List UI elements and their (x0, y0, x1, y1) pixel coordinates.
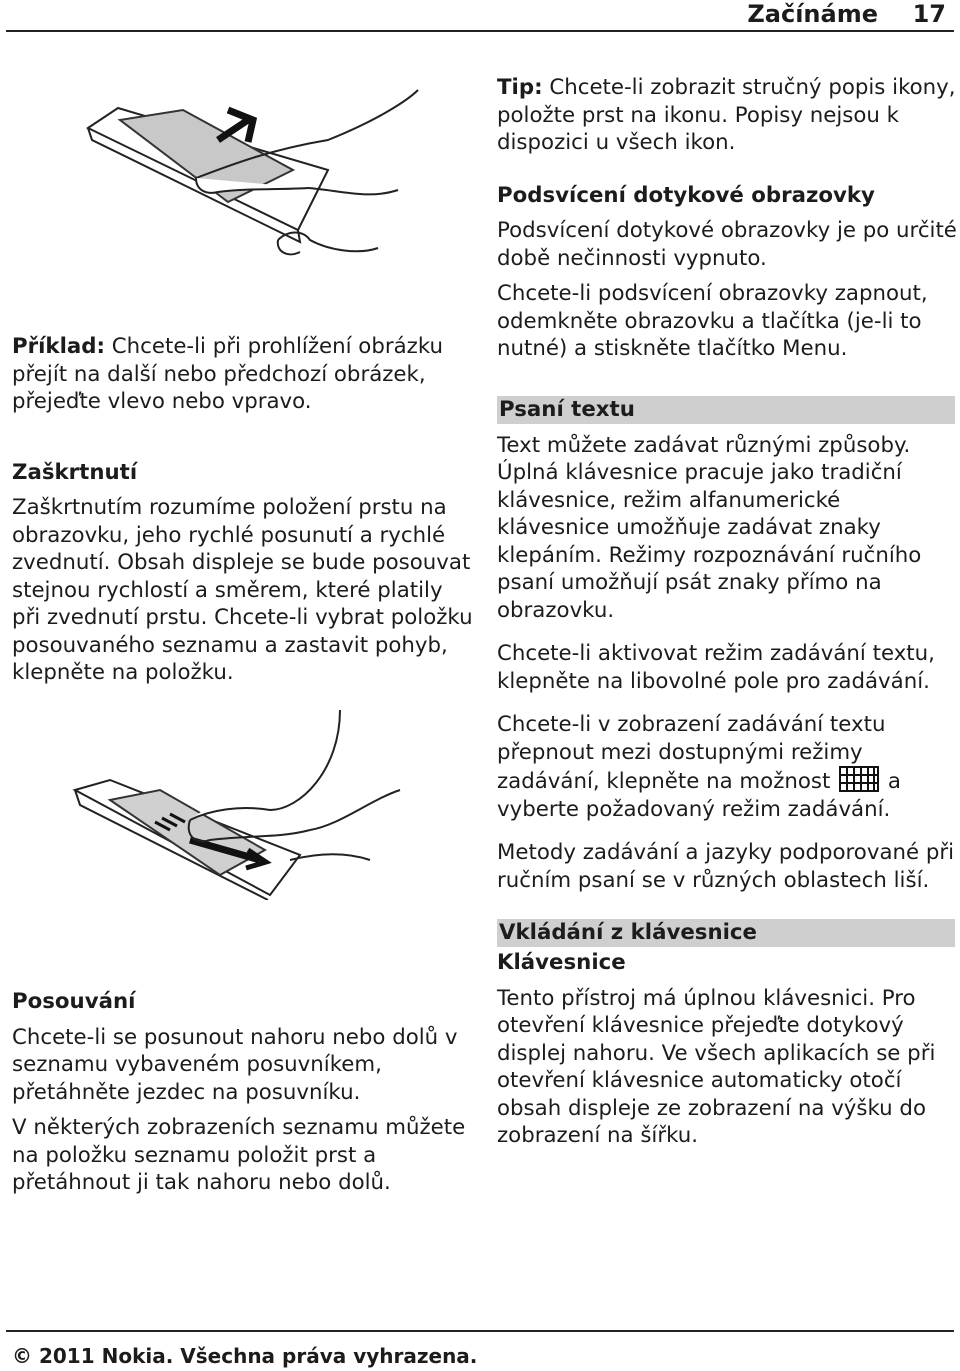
tip-label: Tip: (497, 75, 543, 100)
backlight-heading: Podsvícení dotykové obrazovky (497, 182, 875, 208)
tip-paragraph (497, 74, 957, 157)
chapter-title: Začínáme (747, 0, 878, 28)
flick-illustration (70, 710, 410, 900)
writing-paragraph-1: Text můžete zadávat různými způsoby. Úplná klávesnice pracuje jako tradiční klávesnice, režim alfanumerické klávesnice umožňuje zadávat znaky klepáním. Režimy rozpoznávání ručního psaní umožňují psát znaky přímo na obrazovku. (497, 432, 922, 623)
writing-paragraph-3-before: Chcete-li v zobrazení zadávání textu přepnout mezi dostupnými režimy zadávání, klepněte na možnost (497, 712, 886, 794)
keyboard-heading: Vkládání z klávesnice (497, 919, 955, 947)
writing-paragraph-4: Metody zadávání a jazyky podporované při ručním psaní se v různých oblastech liší. (497, 840, 955, 893)
left-column (12, 333, 474, 687)
writing-paragraph-3 (497, 711, 957, 823)
copyright-text: © 2011 Nokia. Všechna práva vyhrazena. (12, 1344, 478, 1368)
scroll-heading: Posouvání (12, 989, 136, 1014)
example-text: Chcete-li při prohlížení obrázku přejít na další nebo předchozí obrázek, přejeďte vlevo nebo vpravo. (12, 334, 444, 414)
example-paragraph (12, 333, 474, 416)
right-column (497, 74, 957, 1150)
flick-text: Zaškrtnutím rozumíme položení prstu na obrazovku, jeho rychlé posunutí a rychlé zvednutí. Obsah displeje se bude posouvat stejnou rychlostí a směrem, které platily při zvednutí prstu. Chcete-li vybrat položku posouvaného seznamu a zastavit pohyb, klepněte na položku. (12, 495, 473, 685)
scroll-paragraph-1: Chcete-li se posunout nahoru nebo dolů v seznamu vybaveném posuvníkem, přetáhněte jezdec na posuvníku. (12, 1024, 458, 1105)
page-number: 17 (912, 0, 946, 28)
writing-paragraph-2: Chcete-li aktivovat režim zadávání textu, klepněte na libovolné pole pro zadávání. (497, 641, 935, 694)
page-footer (6, 1330, 954, 1371)
example-label: Příklad: (12, 334, 106, 359)
backlight-paragraph-2: Chcete-li podsvícení obrazovky zapnout, odemkněte obrazovku a tlačítka (je-li to nutné) a stiskněte tlačítko Menu. (497, 281, 928, 361)
page-header (6, 0, 954, 32)
tip-text: Chcete-li zobrazit stručný popis ikony, položte prst na ikonu. Popisy nejsou k dispozici u všech ikon. (497, 75, 956, 155)
left-column-bottom (12, 988, 474, 1197)
scroll-paragraph-2: V některých zobrazeních seznamu můžete na položku seznamu položit prst a přetáhnout ji tak nahoru nebo dolů. (12, 1115, 466, 1195)
flick-heading: Zaškrtnutí (12, 459, 138, 485)
swipe-illustration (78, 80, 438, 270)
writing-heading: Psaní textu (497, 396, 955, 424)
keyboard-paragraph-1: Tento přístroj má úplnou klávesnici. Pro otevření klávesnice přejeďte dotykový displej nahoru. Ve všech aplikacích se při otevření klávesnice automaticky otočí obsah displeje ze zobrazení na výšku do zobrazení na šířku. (497, 985, 936, 1148)
backlight-paragraph-1: Podsvícení dotykové obrazovky je po určité době nečinnosti vypnuto. (497, 218, 957, 271)
keyboard-subheading: Klávesnice (497, 950, 626, 975)
writing-paragraph-3-after: a vyberte požadovaný režim zadávání. (497, 769, 901, 822)
keyboard-grid-icon[interactable] (839, 766, 879, 792)
